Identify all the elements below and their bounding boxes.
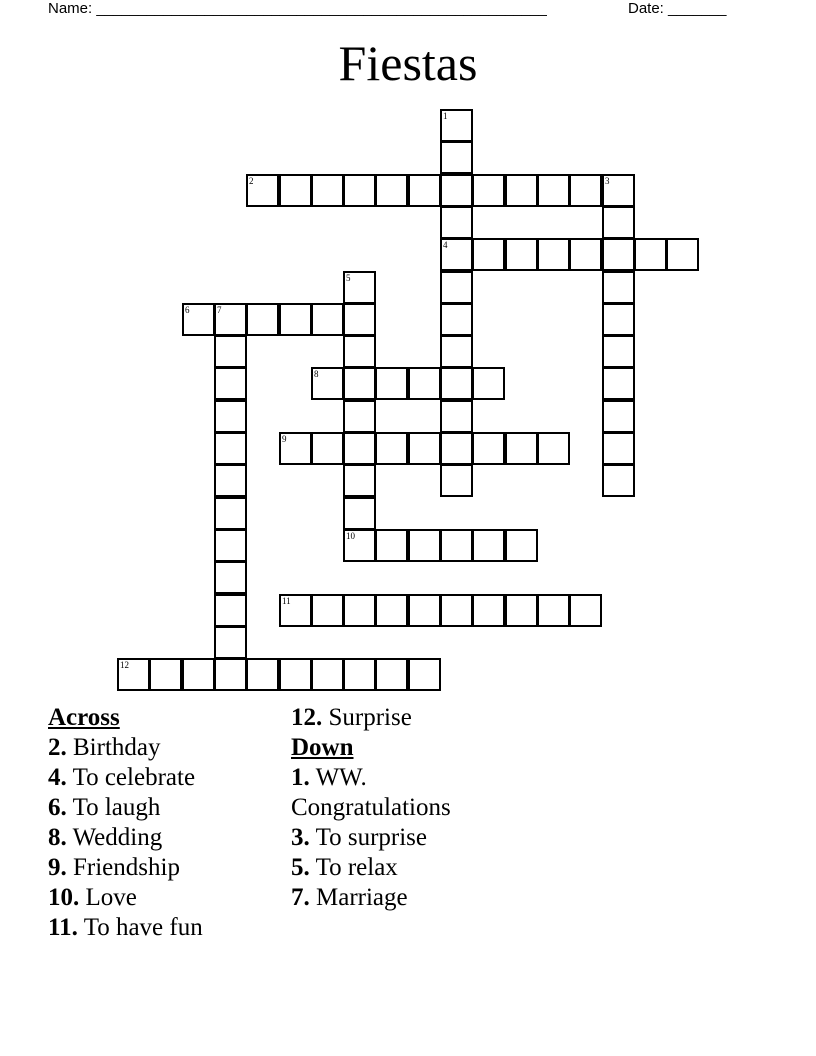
grid-cell[interactable] <box>279 303 312 336</box>
grid-cell[interactable] <box>505 174 538 207</box>
grid-cell[interactable] <box>214 497 247 530</box>
grid-cell[interactable] <box>375 529 408 562</box>
grid-cell[interactable] <box>602 303 635 336</box>
clue-number: 1. <box>291 764 310 791</box>
grid-cell[interactable] <box>440 238 473 271</box>
grid-cell[interactable] <box>537 238 570 271</box>
clue-number-label: 4 <box>443 240 448 250</box>
clue-number: 4. <box>48 764 67 791</box>
clue-text: Birthday <box>73 734 161 761</box>
grid-cell[interactable] <box>408 594 441 627</box>
grid-cell[interactable] <box>343 174 376 207</box>
grid-cell[interactable] <box>311 432 344 465</box>
grid-cell[interactable] <box>408 174 441 207</box>
grid-cell[interactable] <box>279 432 312 465</box>
grid-cell[interactable] <box>311 303 344 336</box>
grid-cell[interactable] <box>602 238 635 271</box>
date-field: Date: _______ <box>628 0 727 17</box>
grid-cell[interactable] <box>182 303 215 336</box>
clue-number-label: 12 <box>120 660 129 670</box>
grid-cell[interactable] <box>602 367 635 400</box>
across-heading: Across <box>48 704 120 731</box>
grid-cell[interactable] <box>246 174 279 207</box>
grid-cell[interactable] <box>472 432 505 465</box>
grid-cell[interactable] <box>440 464 473 497</box>
grid-cell[interactable] <box>440 206 473 239</box>
grid-cell[interactable] <box>214 529 247 562</box>
grid-cell[interactable] <box>440 174 473 207</box>
grid-cell[interactable] <box>440 432 473 465</box>
clue-down-3 <box>291 823 501 853</box>
grid-cell[interactable] <box>472 529 505 562</box>
clue-number-label: 10 <box>346 531 355 541</box>
grid-cell[interactable] <box>440 141 473 174</box>
clue-text: Friendship <box>73 854 180 881</box>
grid-cell[interactable] <box>505 238 538 271</box>
grid-cell[interactable] <box>214 303 247 336</box>
clue-number-label: 11 <box>282 596 291 606</box>
grid-cell[interactable] <box>214 367 247 400</box>
grid-cell[interactable] <box>214 400 247 433</box>
grid-cell[interactable] <box>343 367 376 400</box>
grid-cell[interactable] <box>440 529 473 562</box>
grid-cell[interactable] <box>440 303 473 336</box>
grid-cell[interactable] <box>537 432 570 465</box>
grid-cell[interactable] <box>214 335 247 368</box>
grid-cell[interactable] <box>149 658 182 691</box>
grid-cell[interactable] <box>408 432 441 465</box>
clue-text: To have fun <box>83 914 203 941</box>
grid-cell[interactable] <box>343 658 376 691</box>
clue-text: WW. Congratulations <box>291 764 451 821</box>
clue-number-label: 7 <box>217 305 222 315</box>
clue-down-7 <box>291 883 501 913</box>
clue-text: To celebrate <box>72 764 196 791</box>
clue-text: Surprise <box>328 704 412 731</box>
grid-cell[interactable] <box>343 303 376 336</box>
clue-across-12 <box>291 703 501 733</box>
grid-cell[interactable] <box>569 594 602 627</box>
grid-cell[interactable] <box>343 464 376 497</box>
grid-cell[interactable] <box>375 658 408 691</box>
grid-cell[interactable] <box>408 529 441 562</box>
clue-number: 9. <box>48 854 67 881</box>
grid-cell[interactable] <box>375 367 408 400</box>
clue-number-label: 2 <box>249 176 254 186</box>
grid-cell[interactable] <box>440 109 473 142</box>
clue-across-8 <box>48 823 283 853</box>
grid-cell[interactable] <box>472 174 505 207</box>
grid-cell[interactable] <box>375 594 408 627</box>
grid-cell[interactable] <box>246 658 279 691</box>
grid-cell[interactable] <box>569 174 602 207</box>
name-field: Name: ______________________________________________________ <box>48 0 547 17</box>
grid-cell[interactable] <box>440 594 473 627</box>
grid-cell[interactable] <box>634 238 667 271</box>
grid-cell[interactable] <box>537 594 570 627</box>
grid-cell[interactable] <box>602 400 635 433</box>
clue-across-6 <box>48 793 283 823</box>
grid-cell[interactable] <box>343 271 376 304</box>
down-heading: Down <box>291 734 354 761</box>
clue-across-2 <box>48 733 283 763</box>
grid-cell[interactable] <box>505 594 538 627</box>
clue-number-label: 1 <box>443 111 448 121</box>
clue-text: To surprise <box>315 824 427 851</box>
clue-number-label: 8 <box>314 369 319 379</box>
grid-cell[interactable] <box>602 271 635 304</box>
grid-cell[interactable] <box>666 238 699 271</box>
clue-number-label: 6 <box>185 305 190 315</box>
grid-cell[interactable] <box>279 658 312 691</box>
grid-cell[interactable] <box>408 658 441 691</box>
grid-cell[interactable] <box>214 464 247 497</box>
clue-across-10 <box>48 883 283 913</box>
clue-text: To laugh <box>72 794 161 821</box>
grid-cell[interactable] <box>408 367 441 400</box>
grid-cell[interactable] <box>279 174 312 207</box>
grid-cell[interactable] <box>246 303 279 336</box>
grid-cell[interactable] <box>440 271 473 304</box>
clue-number: 7. <box>291 884 310 911</box>
grid-cell[interactable] <box>505 529 538 562</box>
grid-cell[interactable] <box>472 367 505 400</box>
clue-number: 5. <box>291 854 310 881</box>
grid-cell[interactable] <box>602 464 635 497</box>
grid-cell[interactable] <box>214 594 247 627</box>
grid-cell[interactable] <box>343 432 376 465</box>
grid-cell[interactable] <box>602 206 635 239</box>
grid-cell[interactable] <box>311 594 344 627</box>
grid-cell[interactable] <box>214 626 247 659</box>
grid-cell[interactable] <box>214 658 247 691</box>
grid-cell[interactable] <box>311 658 344 691</box>
grid-cell[interactable] <box>440 335 473 368</box>
grid-cell[interactable] <box>182 658 215 691</box>
grid-cell[interactable] <box>311 367 344 400</box>
page-title: Fiestas <box>338 35 478 91</box>
grid-cell[interactable] <box>214 432 247 465</box>
grid-cell[interactable] <box>505 432 538 465</box>
grid-cell[interactable] <box>537 174 570 207</box>
clue-across-9 <box>48 853 283 883</box>
grid-cell[interactable] <box>279 594 312 627</box>
grid-cell[interactable] <box>117 658 150 691</box>
grid-cell[interactable] <box>343 594 376 627</box>
clue-number: 8. <box>48 824 67 851</box>
clue-across-4 <box>48 763 283 793</box>
grid-cell[interactable] <box>440 400 473 433</box>
grid-cell[interactable] <box>472 238 505 271</box>
grid-cell[interactable] <box>343 497 376 530</box>
clue-down-1 <box>291 763 501 823</box>
grid-cell[interactable] <box>311 174 344 207</box>
clue-down-5 <box>291 853 501 883</box>
clue-number: 10. <box>48 884 80 911</box>
grid-cell[interactable] <box>343 529 376 562</box>
grid-cell[interactable] <box>375 174 408 207</box>
clues-column-left <box>48 703 283 943</box>
clue-number-label: 9 <box>282 434 287 444</box>
grid-cell[interactable] <box>472 594 505 627</box>
clues-column-right <box>291 703 501 913</box>
grid-cell[interactable] <box>602 335 635 368</box>
clue-number: 12. <box>291 704 323 731</box>
clue-text: Wedding <box>72 824 163 851</box>
grid-cell[interactable] <box>602 432 635 465</box>
clue-across-11 <box>48 913 283 943</box>
grid-cell[interactable] <box>440 367 473 400</box>
grid-cell[interactable] <box>569 238 602 271</box>
clue-number: 6. <box>48 794 67 821</box>
clue-number: 3. <box>291 824 310 851</box>
grid-cell[interactable] <box>214 561 247 594</box>
clue-text: Marriage <box>316 884 408 911</box>
grid-cell[interactable] <box>343 400 376 433</box>
grid-cell[interactable] <box>343 335 376 368</box>
grid-cell[interactable] <box>375 432 408 465</box>
clue-text: To relax <box>315 854 398 881</box>
clue-number: 11. <box>48 914 78 941</box>
grid-cell[interactable] <box>602 174 635 207</box>
clue-number-label: 5 <box>346 273 351 283</box>
clue-number-label: 3 <box>605 176 610 186</box>
clue-number: 2. <box>48 734 67 761</box>
clue-text: Love <box>85 884 137 911</box>
